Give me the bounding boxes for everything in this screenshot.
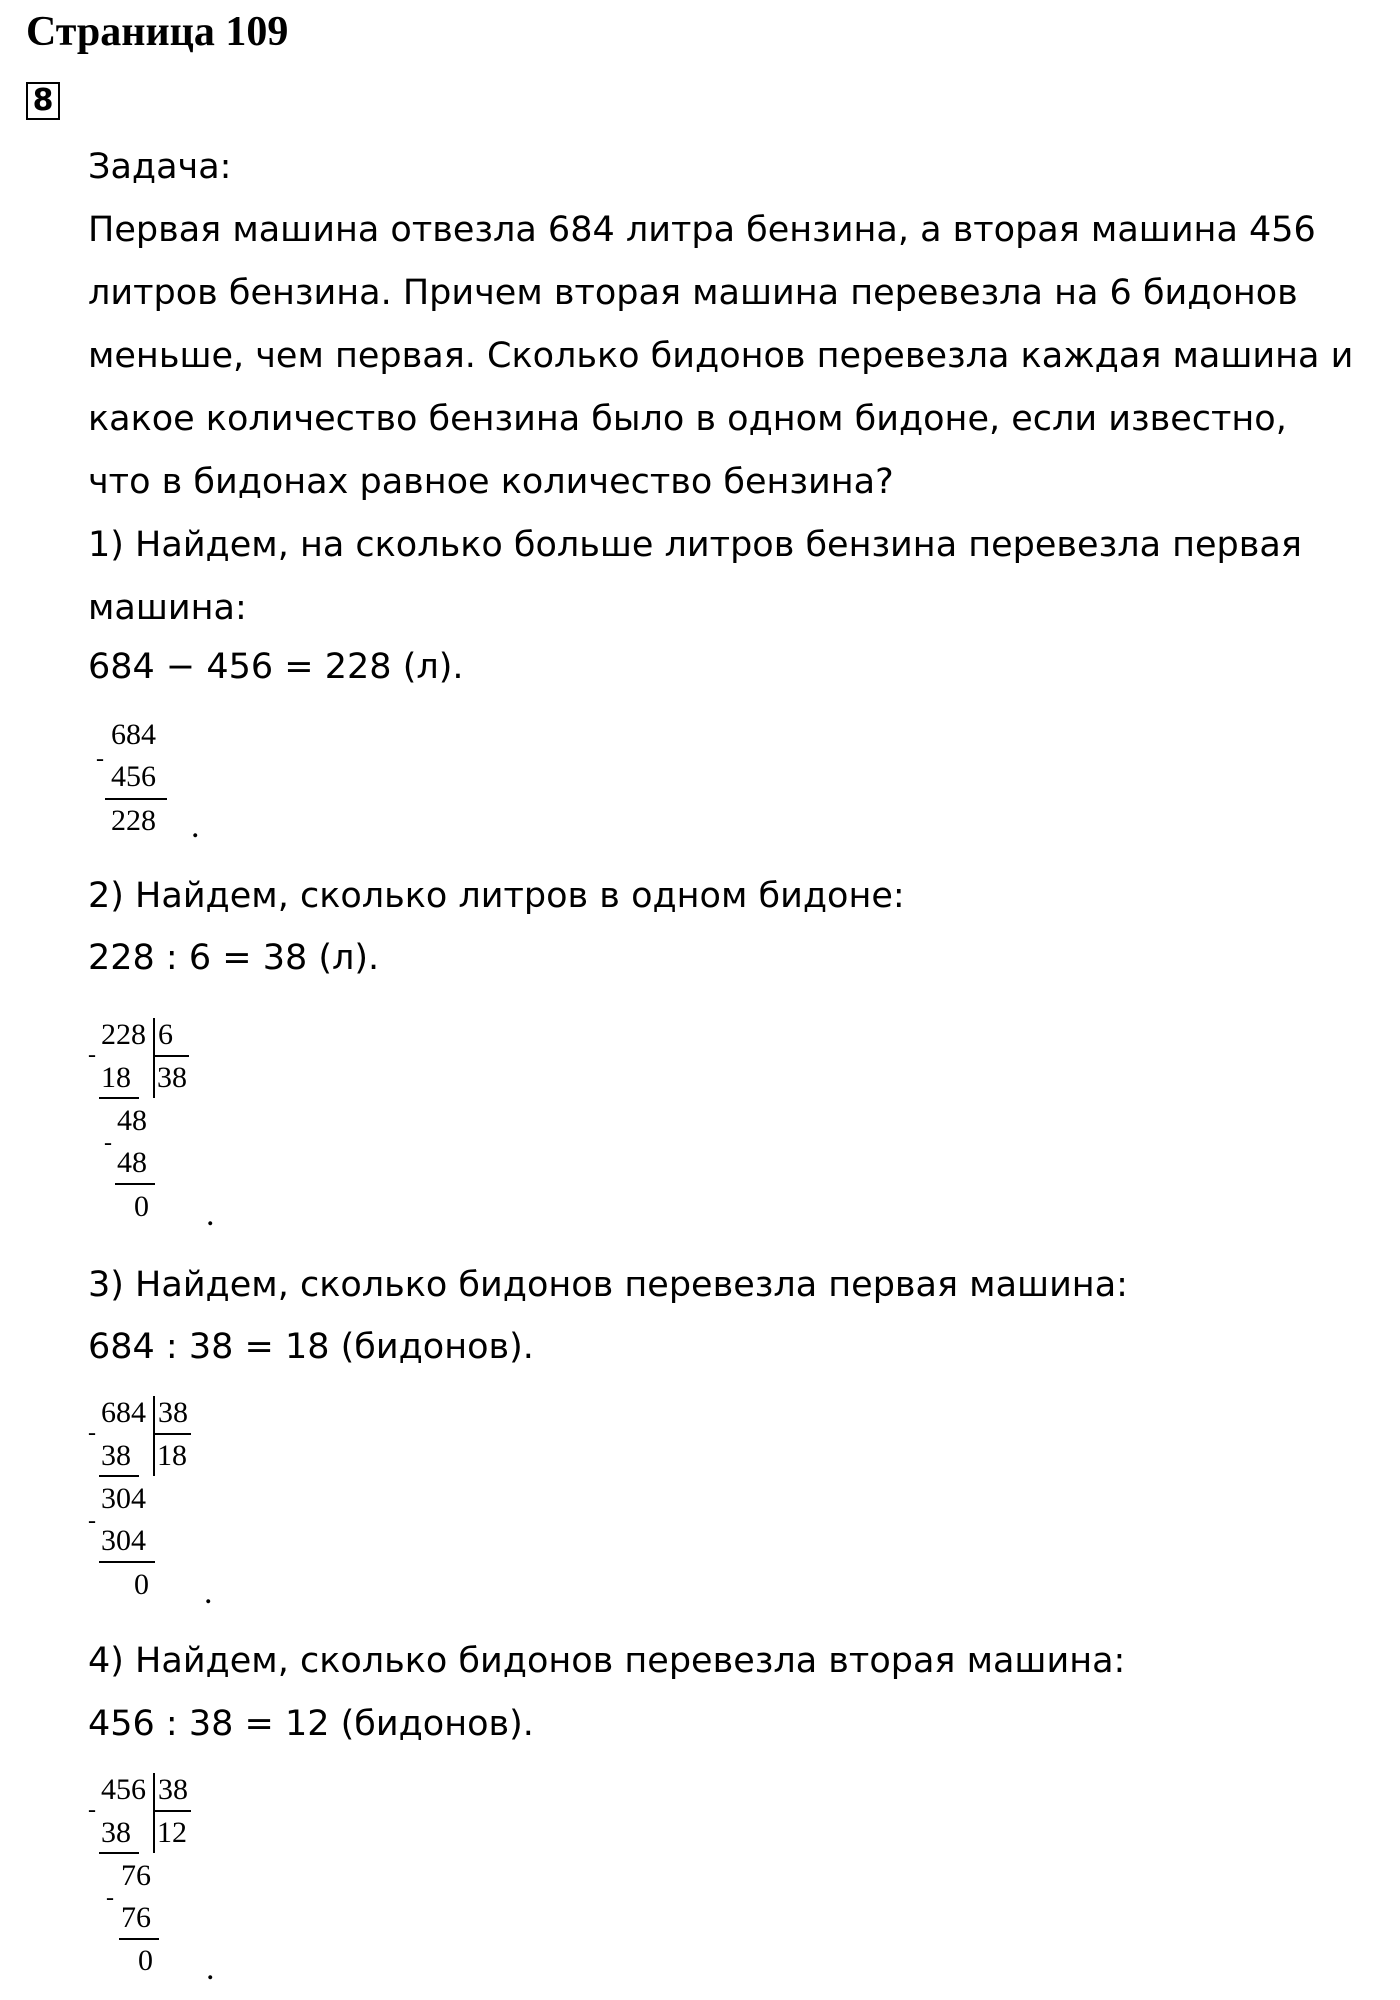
minus-sign: - <box>88 1420 96 1446</box>
minus-sign: - <box>104 1130 112 1156</box>
divisor: 6 <box>158 1018 173 1051</box>
difference: 228 <box>111 804 156 837</box>
division-bar <box>153 1773 155 1853</box>
remainder: 48 <box>117 1104 147 1137</box>
subtract-line <box>99 1852 139 1854</box>
problem-line: меньше, чем первая. Сколько бидонов перевезла каждая машина и <box>88 336 1354 376</box>
divisor: 38 <box>158 1773 188 1806</box>
dividend: 456 <box>101 1773 146 1806</box>
final-remainder: 0 <box>138 1944 153 1977</box>
task-number-badge: 8 <box>26 82 60 120</box>
problem-line: литров бензина. Причем вторая машина перевезла на 6 бидонов <box>88 273 1298 313</box>
quotient: 38 <box>157 1061 187 1094</box>
step-equation: 684 : 38 = 18 (бидонов). <box>88 1327 534 1367</box>
subtract-line <box>119 1938 159 1940</box>
step-text: 3) Найдем, сколько бидонов перевезла первая машина: <box>88 1265 1128 1305</box>
minus-sign: - <box>88 1508 96 1534</box>
final-remainder: 0 <box>134 1190 149 1223</box>
minus-sign: - <box>106 1885 114 1911</box>
minus-sign: - <box>88 1797 96 1823</box>
quotient: 18 <box>157 1439 187 1472</box>
remainder: 304 <box>101 1482 146 1515</box>
dividend: 228 <box>101 1018 146 1051</box>
step-equation: 684 − 456 = 228 (л). <box>88 647 464 687</box>
subtrahend: 456 <box>111 760 156 793</box>
subtract-line <box>115 1183 155 1185</box>
end-dot: . <box>206 1950 215 1987</box>
subtract-line <box>99 1561 155 1563</box>
divisor: 38 <box>158 1396 188 1429</box>
divisor-line <box>153 1810 191 1812</box>
end-dot: . <box>204 1574 213 1611</box>
page-title: Страница 109 <box>26 9 289 55</box>
end-dot: . <box>191 808 200 845</box>
partial-product: 38 <box>101 1439 131 1472</box>
step-text: 4) Найдем, сколько бидонов перевезла вторая машина: <box>88 1641 1126 1681</box>
step-text: 1) Найдем, на сколько больше литров бензина перевезла первая <box>88 525 1302 565</box>
quotient: 12 <box>157 1816 187 1849</box>
minus-sign: - <box>88 1042 96 1068</box>
subtract-line <box>99 1475 139 1477</box>
final-remainder: 0 <box>134 1568 149 1601</box>
step-text: 2) Найдем, сколько литров в одном бидоне: <box>88 876 905 916</box>
division-bar <box>153 1018 155 1098</box>
divisor-line <box>153 1433 191 1435</box>
problem-line: Первая машина отвезла 684 литра бензина, а вторая машина 456 <box>88 210 1316 250</box>
end-dot: . <box>206 1196 215 1233</box>
divisor-line <box>153 1055 189 1057</box>
problem-line: что в бидонах равное количество бензина? <box>88 462 894 502</box>
problem-line: какое количество бензина было в одном бидоне, если известно, <box>88 399 1287 439</box>
partial-product: 304 <box>101 1524 146 1557</box>
remainder: 76 <box>121 1859 151 1892</box>
dividend: 684 <box>101 1396 146 1429</box>
subtract-line <box>99 1097 139 1099</box>
partial-product: 48 <box>117 1146 147 1179</box>
partial-product: 18 <box>101 1061 131 1094</box>
partial-product: 38 <box>101 1816 131 1849</box>
result-line <box>105 798 167 800</box>
step-equation: 228 : 6 = 38 (л). <box>88 938 380 978</box>
step-equation: 456 : 38 = 12 (бидонов). <box>88 1704 534 1744</box>
minus-sign: - <box>96 746 104 772</box>
minuend: 684 <box>111 718 156 751</box>
partial-product: 76 <box>121 1901 151 1934</box>
problem-heading: Задача: <box>88 147 232 187</box>
step-text: машина: <box>88 588 247 628</box>
division-bar <box>153 1396 155 1476</box>
